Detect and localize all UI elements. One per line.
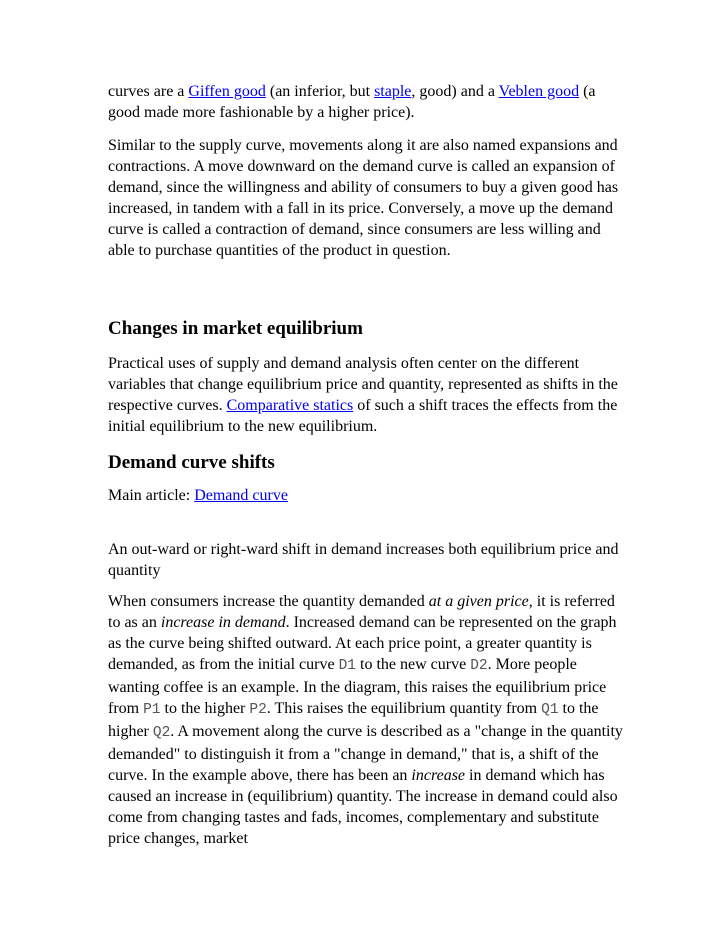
text-run: . Increased demand can be represented on the graph as the curve being shifted outward. At each price point, a greater quantity is demanded, as from the initial curve xyxy=(108,614,617,673)
text-run: to the higher xyxy=(160,700,250,717)
text-run: curves are a xyxy=(108,83,189,100)
text-run: , it is referred to as an xyxy=(108,593,615,631)
text-run: . More people wanting coffee is an example. In the diagram, this raises the equilibrium price from xyxy=(108,656,607,717)
code-d2: D2 xyxy=(470,658,488,674)
code-q1: Q1 xyxy=(541,702,559,718)
text-run: to the new curve xyxy=(356,656,471,673)
veblen-good-link[interactable]: Veblen good xyxy=(498,83,580,100)
paragraph-increase-in-demand xyxy=(108,591,628,849)
text-run: . A movement along the curve is described as a "change in the quantity demanded" to distinguish it from a "change in demand," that is, a shift of the curve. In the example above, there has been an xyxy=(108,723,623,784)
code-q2: Q2 xyxy=(152,725,171,741)
emphasis-increase-in-demand: increase in demand xyxy=(160,614,286,631)
giffen-good-link[interactable]: Giffen good xyxy=(188,83,266,100)
text-run: Main article: xyxy=(108,487,195,504)
text-run: (a good made more fashionable by a higher price). xyxy=(108,83,596,121)
paragraph-giffen-veblen xyxy=(108,81,628,123)
paragraph-outward-shift-caption: An out-ward or right-ward shift in demand increases both equilibrium price and quantity xyxy=(108,541,619,579)
document-page xyxy=(108,81,628,849)
text-run: Practical uses of supply and demand analysis often center on the different variables that change equilibrium price and quantity, represented as shifts in the respective curves. xyxy=(108,355,618,414)
paragraph-expansions-contractions: Similar to the supply curve, movements along it are also named expansions and contractions. A move downward on the demand curve is called an expansion of demand, since the willingness and ability of consumers to buy a given good has increased, in tandem with a fall in its price. Conversely, a move up the demand curve is called a contraction of demand, since consumers are less willing and able to purchase quantities of the product in question. xyxy=(108,137,619,259)
code-d1: D1 xyxy=(338,658,356,674)
text-run: in demand which has caused an increase in (equilibrium) quantity. The increase in demand could also come from changing tastes and fads, incomes, complementary and substitute price changes, market xyxy=(108,767,618,847)
demand-curve-link[interactable]: Demand curve xyxy=(194,487,288,504)
comparative-statics-link[interactable]: Comparative statics xyxy=(226,397,354,414)
heading-changes-in-market-equilibrium: Changes in market equilibrium xyxy=(108,318,363,339)
text-run: When consumers increase the quantity demanded xyxy=(108,593,429,610)
heading-demand-curve-shifts: Demand curve shifts xyxy=(108,452,275,473)
text-run: . This raises the equilibrium quantity from xyxy=(266,700,542,717)
main-article-note xyxy=(108,485,628,506)
text-run: of such a shift traces the effects from the initial equilibrium to the new equilibrium. xyxy=(108,397,618,435)
text-run: , good) and a xyxy=(411,83,499,100)
emphasis-at-given-price: at a given price xyxy=(428,593,529,610)
code-p1: P1 xyxy=(143,702,161,718)
text-run: to the higher xyxy=(108,700,599,740)
paragraph-practical-uses xyxy=(108,353,628,437)
staple-link[interactable]: staple xyxy=(374,83,412,100)
code-p2: P2 xyxy=(249,702,267,718)
text-run: (an inferior, but xyxy=(265,83,375,100)
emphasis-increase: increase xyxy=(411,767,466,784)
